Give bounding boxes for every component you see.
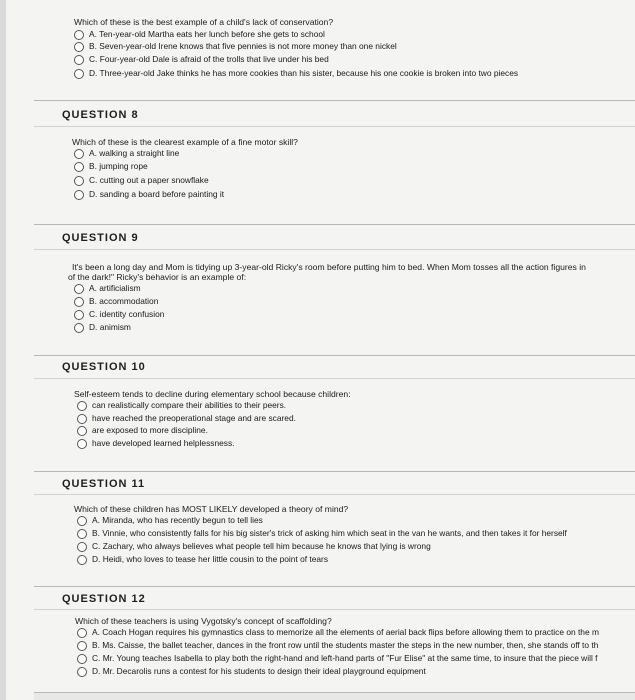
question-7-option-b[interactable]: B. Seven-year-old Irene knows that five pennies is not more money than one nickel xyxy=(74,41,635,52)
radio-button[interactable] xyxy=(77,555,87,565)
question-11-option-b[interactable]: B. Vinnie, who consistently falls for his big sister's trick of asking him which seat in the van he wants, and then takes it for herself xyxy=(77,528,635,539)
question-8-text: Which of these is the clearest example of a fine motor skill? xyxy=(72,137,298,147)
question-11-option-a[interactable]: A. Miranda, who has recently begun to tell lies xyxy=(77,515,635,526)
question-divider xyxy=(34,355,635,356)
question-9-option-c[interactable]: C. identity confusion xyxy=(74,309,635,320)
question-9-option-a[interactable]: A. artificialism xyxy=(74,283,635,294)
question-7-option-d[interactable]: D. Three-year-old Jake thinks he has more cookies than his sister, because his one cookie is broken into two pieces xyxy=(74,68,635,79)
radio-button[interactable] xyxy=(77,667,87,677)
radio-button[interactable] xyxy=(74,149,84,159)
question-divider xyxy=(34,471,635,472)
radio-button[interactable] xyxy=(77,414,87,424)
question-10-option-3[interactable]: are exposed to more discipline. xyxy=(77,425,635,436)
radio-button[interactable] xyxy=(74,30,84,40)
radio-button[interactable] xyxy=(74,297,84,307)
question-8-option-c[interactable]: C. cutting out a paper snowflake xyxy=(74,175,635,186)
question-10-option-4[interactable]: have developed learned helplessness. xyxy=(77,438,635,449)
radio-button[interactable] xyxy=(74,69,84,79)
question-9-option-d[interactable]: D. animism xyxy=(74,322,635,333)
question-11-option-c[interactable]: C. Zachary, who always believes what people tell him because he knows that lying is wrong xyxy=(77,541,635,552)
question-12-heading: QUESTION 12 xyxy=(62,593,146,605)
question-9-heading: QUESTION 9 xyxy=(62,232,139,244)
radio-button[interactable] xyxy=(74,176,84,186)
heading-divider xyxy=(34,494,635,495)
radio-button[interactable] xyxy=(74,284,84,294)
radio-button[interactable] xyxy=(77,542,87,552)
question-9-text-line-1: It's been a long day and Mom is tidying up 3-year-old Ricky's room before putting him to bed. When Mom tosses all the action figures in xyxy=(72,262,586,272)
question-8-option-a[interactable]: A. walking a straight line xyxy=(74,148,635,159)
question-10-heading: QUESTION 10 xyxy=(62,361,146,373)
radio-button[interactable] xyxy=(74,42,84,52)
question-7-option-c[interactable]: C. Four-year-old Dale is afraid of the trolls that live under his bed xyxy=(74,54,635,65)
question-11-heading: QUESTION 11 xyxy=(62,478,146,490)
radio-button[interactable] xyxy=(74,55,84,65)
question-11-text: Which of these children has MOST LIKELY developed a theory of mind? xyxy=(74,504,349,514)
question-11-option-d[interactable]: D. Heidi, who loves to tease her little cousin to the point of tears xyxy=(77,554,635,565)
question-12-text: Which of these teachers is using Vygotsky's concept of scaffolding? xyxy=(75,616,332,626)
question-10-option-2[interactable]: have reached the preoperational stage and are scared. xyxy=(77,413,635,424)
heading-divider xyxy=(34,378,635,379)
question-9-text-line-2: of the dark!" Ricky's behavior is an example of: xyxy=(68,272,247,282)
radio-button[interactable] xyxy=(74,310,84,320)
radio-button[interactable] xyxy=(77,516,87,526)
radio-button[interactable] xyxy=(77,426,87,436)
heading-divider xyxy=(34,249,635,250)
question-divider xyxy=(34,586,635,587)
question-10-option-1[interactable]: can realistically compare their abilities to their peers. xyxy=(77,400,635,411)
radio-button[interactable] xyxy=(74,190,84,200)
question-10-text: Self-esteem tends to decline during elementary school because children: xyxy=(74,389,351,399)
question-12-option-a[interactable]: A. Coach Hogan requires his gymnastics class to memorize all the elements of aerial back flips before allowing them to practice on the m xyxy=(77,627,635,638)
question-8-option-d[interactable]: D. sanding a board before painting it xyxy=(74,189,635,200)
question-9-option-b[interactable]: B. accommodation xyxy=(74,296,635,307)
radio-button[interactable] xyxy=(74,162,84,172)
question-12-option-d[interactable]: D. Mr. Decarolis runs a contest for his students to design their ideal playground equipment xyxy=(77,666,635,677)
radio-button[interactable] xyxy=(77,641,87,651)
question-8-heading: QUESTION 8 xyxy=(62,109,139,121)
question-divider xyxy=(34,224,635,225)
radio-button[interactable] xyxy=(77,654,87,664)
question-8-option-b[interactable]: B. jumping rope xyxy=(74,161,635,172)
question-divider xyxy=(34,100,635,101)
heading-divider xyxy=(34,609,635,610)
radio-button[interactable] xyxy=(77,529,87,539)
quiz-page xyxy=(6,0,635,700)
radio-button[interactable] xyxy=(77,401,87,411)
radio-button[interactable] xyxy=(77,628,87,638)
question-7-text: Which of these is the best example of a child's lack of conservation? xyxy=(74,17,334,27)
radio-button[interactable] xyxy=(77,439,87,449)
question-12-option-b[interactable]: B. Ms. Caisse, the ballet teacher, dances in the front row until the students master the steps in the new number, then, she stands off to th xyxy=(77,640,635,651)
question-7-option-a[interactable]: A. Ten-year-old Martha eats her lunch before she gets to school xyxy=(74,29,635,40)
heading-divider xyxy=(34,126,635,127)
next-question-band xyxy=(34,693,635,700)
question-12-option-c[interactable]: C. Mr. Young teaches Isabella to play both the right-hand and left-hand parts of "Fur Elise" at the same time, to insure that the piece will f xyxy=(77,653,635,664)
radio-button[interactable] xyxy=(74,323,84,333)
